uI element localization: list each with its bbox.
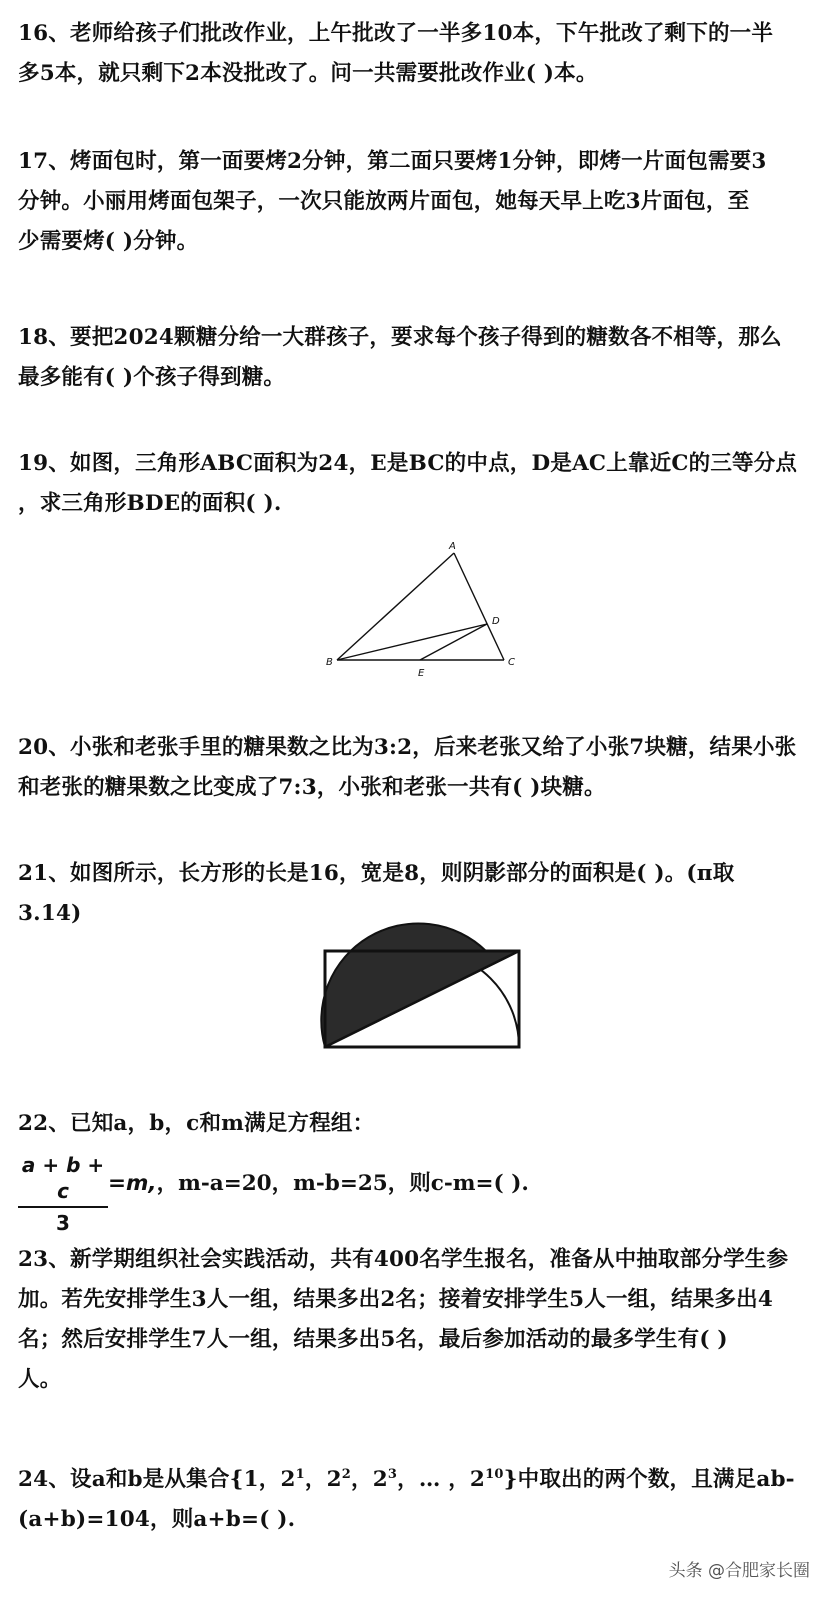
fraction-numerator: a + b + c <box>21 1153 105 1203</box>
question-21-line-2: 3.14) <box>18 901 82 926</box>
question-22 <box>18 1104 818 1144</box>
point-label-d: D <box>492 616 500 627</box>
triangle-side-ab <box>337 553 454 660</box>
vertex-label-c: C <box>508 657 515 668</box>
question-18-line-1: 18、要把2024颗糖分给一大群孩子，要求每个孩子得到的糖数各不相等，那么 <box>18 325 782 350</box>
rectangle-outline <box>325 951 519 1047</box>
question-20-line-2: 和老张的糖果数之比变成了7:3，小张和老张一共有( )块糖。 <box>18 775 606 800</box>
question-23-line-1: 23、新学期组织社会实践活动，共有400名学生报名，准备从中抽取部分学生参 <box>18 1247 789 1272</box>
question-18-line-2: 最多能有( )个孩子得到糖。 <box>18 365 286 390</box>
question-16-line-2: 多5本，就只剩下2本没批改了。问一共需要批改作业( )本。 <box>18 61 598 86</box>
question-22-line-1: 22、已知a，b，c和m满足方程组： <box>18 1111 375 1136</box>
question-24-line-1 <box>18 1460 818 1500</box>
fraction-expression <box>18 1152 108 1236</box>
vertex-label-a: A <box>449 541 456 552</box>
segment-bd <box>337 624 487 660</box>
point-label-e: E <box>418 668 425 679</box>
question-17-line-2: 分钟。小丽用烤面包架子，一次只能放两片面包，她每天早上吃3片面包，至 <box>18 189 750 214</box>
equation-equals-m: =m, <box>108 1171 157 1196</box>
fraction-denominator: 3 <box>56 1211 70 1235</box>
question-17-line-1: 17、烤面包时，第一面要烤2分钟，第二面只要烤1分钟，即烤一片面包需要3 <box>18 149 767 174</box>
set-text-3: ，2 <box>351 1467 388 1492</box>
question-23 <box>18 1240 818 1400</box>
question-21-line-1: 21、如图所示，长方形的长是16，宽是8，则阴影部分的面积是( )。(π取 <box>18 861 735 886</box>
set-text-start: 24、设a和b是从集合{1，2 <box>18 1467 296 1492</box>
question-19 <box>18 444 818 524</box>
question-17 <box>18 142 818 262</box>
question-22-equation <box>108 1164 529 1204</box>
fraction-bar <box>18 1206 108 1208</box>
exponent-3: 3 <box>387 1466 398 1482</box>
question-23-line-2: 加。若先安排学生3人一组，结果多出2名；接着安排学生5人一组，结果多出4 <box>18 1287 774 1312</box>
semicircle-arc-lower <box>325 950 519 1047</box>
exponent-1: 1 <box>295 1466 305 1482</box>
set-text-end: }中取出的两个数，且满足ab- <box>503 1467 795 1492</box>
shaded-region <box>321 923 519 1047</box>
question-16 <box>18 14 818 94</box>
equation-conditions: ，m-a=20，m-b=25，则c-m=( ). <box>156 1171 529 1196</box>
question-23-line-3: 名；然后安排学生7人一组，结果多出5名，最后参加活动的最多学生有( ) <box>18 1327 728 1352</box>
question-16-line-1: 16、老师给孩子们批改作业，上午批改了一半多10本，下午批改了剩下的一半 <box>18 21 774 46</box>
question-20-line-1: 20、小张和老张手里的糖果数之比为3:2，后来老张又给了小张7块糖，结果小张 <box>18 735 797 760</box>
vertex-label-b: B <box>326 657 333 668</box>
question-18 <box>18 318 818 398</box>
exponent-2: 2 <box>341 1466 352 1482</box>
question-24-line-2: (a+b)=104，则a+b=( ). <box>18 1507 296 1532</box>
set-text-2: ，2 <box>304 1467 342 1492</box>
set-text-4: ，… ，2 <box>397 1467 486 1492</box>
watermark: 头条 @合肥家长圈 <box>668 1561 810 1581</box>
question-23-line-4: 人。 <box>18 1367 62 1392</box>
question-20 <box>18 728 818 808</box>
question-17-line-3: 少需要烤( )分钟。 <box>18 229 199 254</box>
rectangle-diagonal <box>325 951 519 1047</box>
exponent-10: 10 <box>485 1466 504 1482</box>
question-24 <box>18 1460 818 1540</box>
question-19-line-1: 19、如图，三角形ABC面积为24，E是BC的中点，D是AC上靠近C的三等分点 <box>18 451 798 476</box>
segment-de <box>420 624 487 660</box>
question-21 <box>18 854 818 934</box>
question-19-line-2: ，求三角形BDE的面积( ). <box>18 491 282 516</box>
triangle-side-ac <box>454 553 504 660</box>
